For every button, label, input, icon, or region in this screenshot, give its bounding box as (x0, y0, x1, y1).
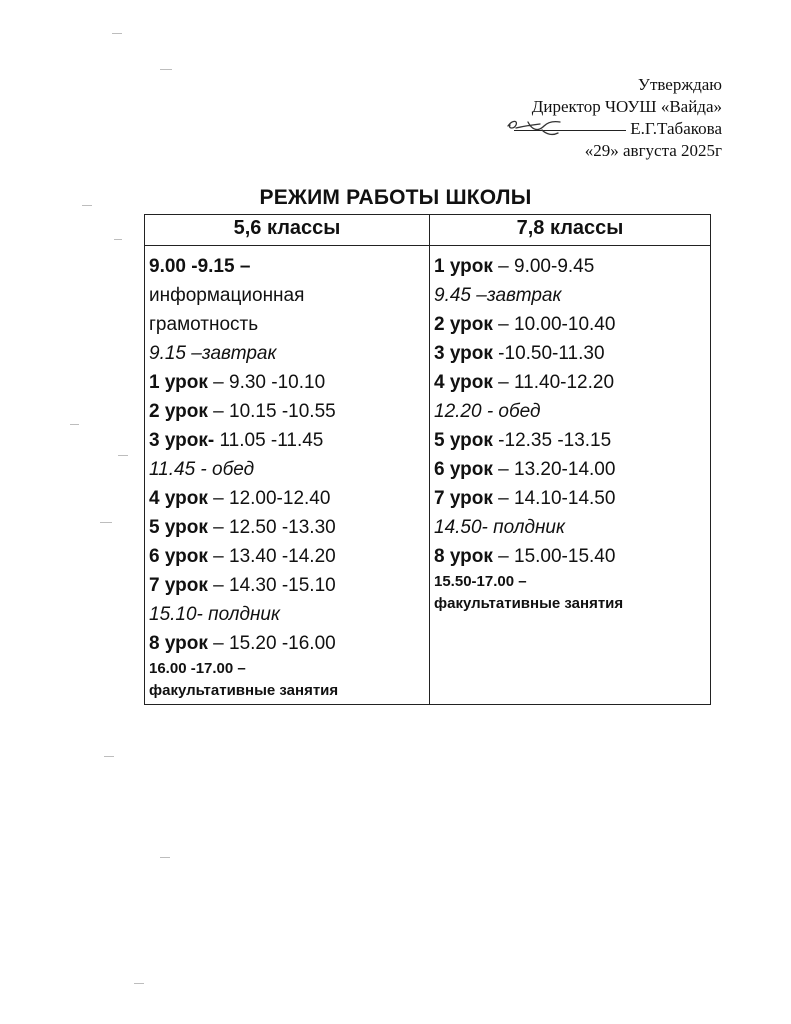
lesson-time: – 15.00-15.40 (492, 546, 616, 567)
lunch-entry: 11.45 - обед (149, 459, 255, 480)
lesson-entry (149, 426, 425, 455)
opening-subject: информационная грамотность (149, 285, 305, 335)
opening-time: 9.00 -9.15 – (149, 256, 251, 277)
director-position: Директор ЧОУШ «Вайда» (531, 97, 722, 116)
breakfast-entry: 9.45 –завтрак (434, 285, 562, 306)
lesson-label: 3 урок- (149, 430, 215, 451)
lesson-entry (434, 368, 706, 397)
lesson-time: – 13.20-14.00 (492, 459, 616, 480)
lesson-entry (149, 484, 425, 513)
lesson-time: -12.35 -13.15 (492, 430, 612, 451)
lesson-label: 1 урок (434, 256, 493, 277)
lesson-label: 7 урок (149, 575, 208, 596)
lesson-time: – 10.15 -10.55 (207, 401, 336, 422)
scan-artifact (112, 33, 122, 34)
table-header-row (145, 215, 711, 246)
lesson-time: – 15.20 -16.00 (207, 633, 336, 654)
lesson-entry (149, 397, 425, 426)
lesson-label: 5 урок (149, 517, 208, 538)
lesson-entry (149, 513, 425, 542)
elective-label: факультативные занятия (149, 682, 339, 699)
lesson-label: 2 урок (434, 314, 493, 335)
breakfast-entry: 9.15 –завтрак (149, 343, 277, 364)
header-grades-7-8: 7,8 классы (430, 215, 711, 246)
director-name: Е.Г.Табакова (630, 119, 722, 138)
header-grades-5-6: 5,6 классы (145, 215, 430, 246)
lesson-label: 5 урок (434, 430, 493, 451)
lesson-label: 8 урок (434, 546, 493, 567)
elective-time: 15.50-17.00 – (434, 573, 527, 590)
scan-artifact (114, 239, 122, 240)
schedule-grades-7-8 (430, 246, 711, 705)
scan-artifact (100, 522, 112, 523)
scan-artifact (160, 69, 172, 70)
handwritten-signature (498, 112, 578, 142)
lesson-entry (149, 542, 425, 571)
lesson-entry (149, 629, 425, 658)
lesson-label: 3 урок (434, 343, 493, 364)
snack-entry: 14.50- полдник (434, 517, 565, 538)
scan-artifact (104, 756, 114, 757)
scan-artifact (160, 857, 170, 858)
scan-artifact (134, 983, 144, 984)
approval-label: Утверждаю (637, 75, 722, 94)
lesson-time: -10.50-11.30 (492, 343, 605, 364)
lesson-label: 7 урок (434, 488, 493, 509)
lesson-time: – 9.30 -10.10 (207, 372, 326, 393)
lesson-label: 4 урок (434, 372, 493, 393)
scan-artifact (118, 455, 128, 456)
elective-time: 16.00 -17.00 – (149, 660, 246, 677)
elective-label: факультативные занятия (434, 595, 624, 612)
lesson-time: – 10.00-10.40 (492, 314, 616, 335)
opening-activity (149, 252, 425, 281)
lesson-time: – 14.30 -15.10 (207, 575, 336, 596)
page-title: РЕЖИМ РАБОТЫ ШКОЛЫ (259, 186, 532, 209)
lesson-label: 6 урок (434, 459, 493, 480)
lesson-label: 8 урок (149, 633, 208, 654)
lesson-entry (434, 455, 706, 484)
snack-entry: 15.10- полдник (149, 604, 280, 625)
schedule-table (144, 214, 711, 705)
lesson-time: – 12.50 -13.30 (207, 517, 336, 538)
scan-artifact (70, 424, 79, 425)
lesson-label: 6 урок (149, 546, 208, 567)
approval-date: «29» августа 2025г (584, 141, 722, 160)
lesson-label: 4 урок (149, 488, 208, 509)
lesson-entry (149, 571, 425, 600)
lunch-entry: 12.20 - обед (434, 401, 541, 422)
lesson-time: – 12.00-12.40 (207, 488, 331, 509)
lesson-time: – 13.40 -14.20 (207, 546, 336, 567)
lesson-label: 2 урок (149, 401, 208, 422)
lesson-entry (434, 484, 706, 513)
lesson-label: 1 урок (149, 372, 208, 393)
schedule-grades-5-6 (145, 246, 430, 705)
lesson-entry (434, 310, 706, 339)
lesson-time: – 11.40-12.20 (492, 372, 615, 393)
lesson-time: – 14.10-14.50 (492, 488, 616, 509)
lesson-entry (434, 252, 706, 281)
lesson-time: – 9.00-9.45 (492, 256, 595, 277)
lesson-time: 11.05 -11.45 (214, 430, 324, 451)
lesson-entry (434, 542, 706, 571)
schedule-body-row (145, 246, 711, 705)
lesson-entry (434, 339, 706, 368)
lesson-entry (434, 426, 706, 455)
lesson-entry (149, 368, 425, 397)
